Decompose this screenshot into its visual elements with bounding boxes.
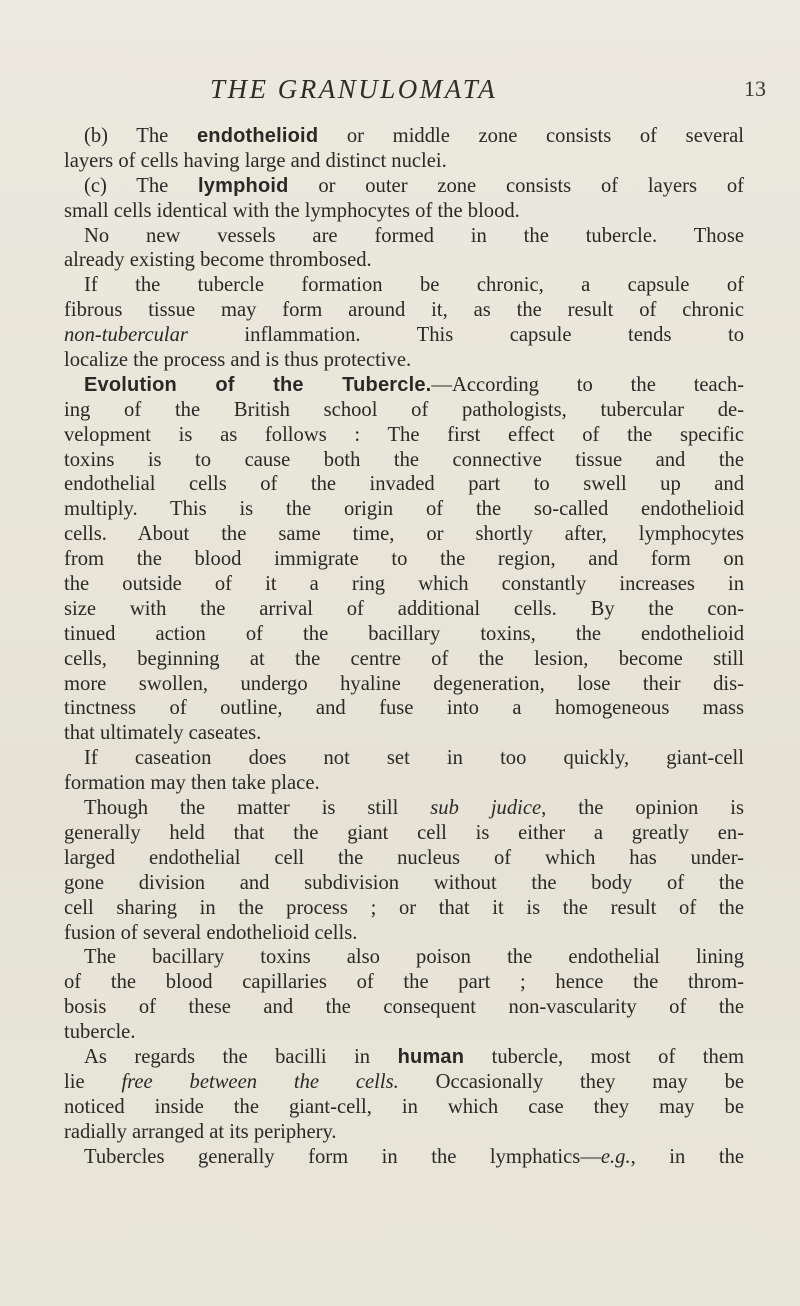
- text-line: [64, 248, 744, 273]
- text-line: [64, 373, 744, 398]
- text-run: fusion of several endothelioid cells.: [64, 921, 358, 944]
- text-line: [64, 821, 744, 846]
- text-run: multiply. This is the origin of the so-called endothelioid: [64, 498, 744, 521]
- text-run: The bacillary toxins also poison the endothelial lining: [84, 946, 744, 969]
- text-run: cells. About the same time, or shortly after, lymphocytes: [64, 523, 744, 546]
- text-run: —According to the teach-: [431, 373, 744, 396]
- text-run: tinctness of outline, and fuse into a homogeneous mass: [64, 697, 744, 720]
- text-line: [64, 647, 744, 672]
- text-run: gone division and subdivision without the body of the: [64, 871, 744, 894]
- text-run: formation may then take place.: [64, 772, 320, 795]
- text-line: [64, 672, 744, 697]
- text-line: [64, 572, 744, 597]
- text-run: tubercle.: [64, 1021, 136, 1044]
- text-run: (c) The: [84, 174, 199, 197]
- text-run: radially arranged at its periphery.: [64, 1120, 337, 1143]
- text-line: [64, 199, 744, 224]
- text-run: inflammation. This capsule tends to: [187, 324, 744, 347]
- text-line: [64, 1095, 744, 1120]
- running-title: THE GRANULOMATA: [210, 74, 498, 104]
- text-run: or middle zone consists of several: [318, 125, 744, 147]
- bold-term: human: [397, 1045, 465, 1068]
- text-line: [64, 945, 744, 970]
- text-run: localize the process and is thus protective.: [64, 349, 412, 372]
- text-line: [64, 124, 744, 149]
- text-run: noticed inside the giant-cell, in which case they may be: [64, 1095, 744, 1118]
- text-line: [64, 995, 744, 1020]
- text-line: [64, 472, 744, 497]
- text-line: [64, 1045, 744, 1070]
- text-run: that ultimately caseates.: [64, 722, 262, 745]
- text-run: tubercle, most of them: [464, 1045, 744, 1068]
- text-line: [64, 696, 744, 721]
- text-run: velopment is as follows : The first effect of the specific: [64, 423, 744, 446]
- text-run: size with the arrival of additional cells. By the con-: [64, 597, 744, 620]
- text-run: Tubercles generally form in the lymphatics—: [84, 1145, 601, 1168]
- text-line: [64, 1145, 744, 1170]
- text-run: the outside of it a ring which constantly increases in: [64, 573, 744, 596]
- text-run: ing of the British school of pathologists, tubercular de-: [64, 398, 744, 421]
- text-run: Though the matter is still: [84, 797, 431, 820]
- body-text: [64, 124, 744, 1169]
- text-run: As regards the bacilli in: [84, 1045, 398, 1068]
- text-run: small cells identical with the lymphocytes of the blood.: [64, 199, 520, 222]
- text-line: [64, 921, 744, 946]
- text-line: [64, 497, 744, 522]
- text-run: , the opinion is: [541, 797, 745, 820]
- text-line: [64, 298, 744, 323]
- text-run: from the blood immigrate to the region, and form on: [64, 548, 744, 571]
- text-line: [64, 547, 744, 572]
- text-line: [64, 622, 744, 647]
- text-run: bosis of these and the consequent non-vascularity of the: [64, 996, 744, 1019]
- text-run: fibrous tissue may form around it, as the result of chronic: [64, 299, 744, 322]
- text-run: more swollen, undergo hyaline degeneration, lose their dis-: [64, 672, 744, 695]
- text-line: [64, 348, 744, 373]
- text-run: toxins is to cause both the connective tissue and the: [64, 448, 744, 471]
- text-run: layers of cells having large and distinct nuclei.: [64, 149, 447, 172]
- text-line: [64, 721, 744, 746]
- text-run: cells, beginning at the centre of the lesion, become still: [64, 647, 744, 670]
- text-run: If the tubercle formation be chronic, a capsule of: [84, 274, 744, 297]
- text-line: [64, 398, 744, 423]
- text-line: [64, 871, 744, 896]
- text-run: lie: [64, 1070, 122, 1093]
- text-line: [64, 896, 744, 921]
- text-line: [64, 1020, 744, 1045]
- italic-text: free between the cells.: [121, 1070, 399, 1093]
- running-header: [0, 74, 800, 104]
- text-line: [64, 796, 744, 821]
- italic-text: non-tubercular: [64, 324, 188, 347]
- text-run: No new vessels are formed in the tubercle. Those: [84, 224, 744, 247]
- italic-text: sub judice: [430, 797, 542, 820]
- bold-term: Evolution of the Tubercle.: [84, 373, 432, 396]
- text-run: cell sharing in the process ; or that it is the result of the: [64, 896, 744, 919]
- page-number: 13: [744, 76, 766, 101]
- text-line: [64, 970, 744, 995]
- text-run: , in the: [630, 1145, 745, 1168]
- text-line: [64, 771, 744, 796]
- text-line: [64, 323, 744, 348]
- text-run: already existing become thrombosed.: [64, 249, 372, 272]
- text-run: If caseation does not set in too quickly, giant-cell: [84, 747, 744, 770]
- bold-term: lymphoid: [198, 174, 289, 197]
- text-run: of the blood capillaries of the part ; hence the throm-: [64, 971, 744, 994]
- text-run: or outer zone consists of layers of: [288, 174, 744, 197]
- text-run: larged endothelial cell the nucleus of which has under-: [64, 846, 744, 869]
- bold-term: endothelioid: [196, 125, 319, 147]
- text-line: [64, 149, 744, 174]
- text-line: [64, 174, 744, 199]
- text-run: generally held that the giant cell is either a greatly en-: [64, 821, 744, 844]
- text-line: [64, 448, 744, 473]
- text-run: endothelial cells of the invaded part to swell up and: [64, 473, 744, 496]
- text-line: [64, 423, 744, 448]
- text-line: [64, 522, 744, 547]
- text-run: Occasionally they may be: [398, 1070, 745, 1093]
- text-line: [64, 224, 744, 249]
- text-line: [64, 1120, 744, 1145]
- text-line: [64, 746, 744, 771]
- text-run: (b) The: [84, 125, 197, 147]
- text-line: [64, 597, 744, 622]
- italic-text: e.g.: [600, 1145, 631, 1168]
- text-run: tinued action of the bacillary toxins, the endothelioid: [64, 622, 744, 645]
- text-line: [64, 1070, 744, 1095]
- text-line: [64, 273, 744, 298]
- text-line: [64, 846, 744, 871]
